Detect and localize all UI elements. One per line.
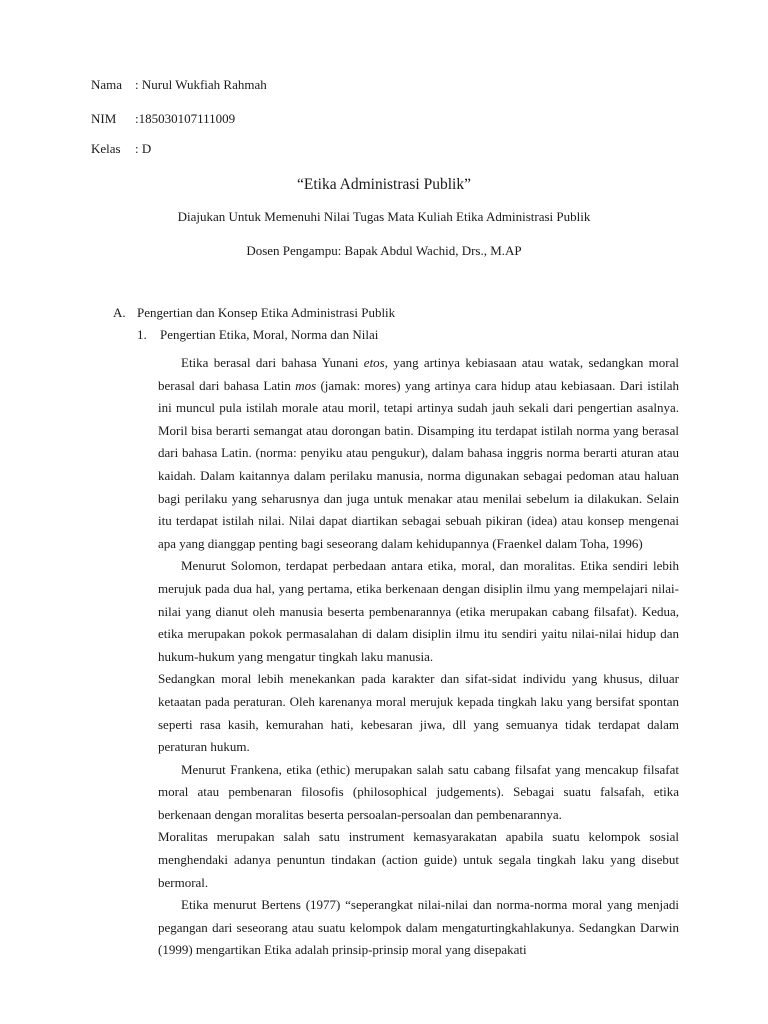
document-subtitle: Diajukan Untuk Memenuhi Nilai Tugas Mata Kuliah Etika Administrasi Publik — [177, 209, 591, 224]
nama-value: : Nurul Wukfiah Rahmah — [135, 77, 267, 92]
paragraph-1-part-a: Etika berasal dari bahasa Yunani — [181, 355, 364, 370]
section-a-heading — [113, 305, 395, 321]
paragraph-1-part-c: , yang artinya kebiasaan atau watak, sedangkan moral berasal dari bahasa Latin — [158, 355, 680, 393]
nim-value: :185030107111009 — [135, 111, 236, 126]
paragraph-3: Sedangkan moral lebih menekankan pada karakter dan sifat-sidat individu yang khusus, diluar ketaatan pada peraturan. Oleh karenanya moral merujuk kepada tingkah laku yang bersifat spontan seperti rasa kasih, kemurahan hati, kebesaran jiwa, dll yang semuanya tidak terdapat dalam peraturan hukum. — [158, 671, 679, 755]
subsection-1-title: Pengertian Etika, Moral, Norma dan Nilai — [160, 327, 379, 342]
kelas-label: Kelas — [91, 141, 121, 156]
paragraph-6: Etika menurut Bertens (1977) “seperangkat nilai-nilai dan norma-norma moral yang menjadi pegangan dari seseorang atau suatu kelompok dalam mengaturtingkahlakunya. Sedangkan Darwin (1999) mengartikan Etika adalah prinsip-prinsip moral yang disepakati — [158, 897, 679, 958]
section-a-title: Pengertian dan Konsep Etika Administrasi Publik — [137, 305, 396, 320]
subsection-1-marker: 1. — [137, 327, 147, 342]
paragraph-2: Menurut Solomon, terdapat perbedaan antara etika, moral, dan moralitas. Etika sendiri lebih merujuk pada dua hal, yang pertama, etika berkenaan dengan disiplin ilmu yang mempelajari nilai-nilai yang dianut oleh manusia beserta pembenarannya (etika merupakan cabang filsafat). Kedua, etika merupakan pokok permasalahan di dalam disiplin ilmu itu sendiri yaitu nilai-nilai hidup dan hukum-hukum yang mengatur tingkah laku manusia. — [158, 558, 679, 664]
nama-label: Nama — [91, 77, 123, 92]
nama-row — [91, 77, 267, 93]
term-mos: mos — [295, 377, 317, 393]
section-a-marker: A. — [113, 305, 126, 320]
paragraph-1 — [158, 352, 679, 555]
nim-row — [91, 111, 235, 127]
body-text — [158, 352, 679, 962]
document-title: “Etika Administrasi Publik” — [297, 176, 471, 193]
paragraph-5: Moralitas merupakan salah satu instrument kemasyarakatan apabila suatu kelompok sosial menghendaki adanya penuntun tindakan (action guide) untuk segala tingkah laku yang disebut bermoral. — [158, 829, 679, 890]
kelas-value: : D — [135, 141, 152, 156]
subsection-1-heading — [137, 327, 378, 343]
term-etos: etos — [363, 355, 385, 370]
paragraph-1-part-e: (jamak: mores) yang artinya cara hidup atau kebiasaan. Dari istilah ini muncul pula istilah morale atau moril, tetapi artinya sudah jauh sekali dari pengertian asalnya. Moril bisa berarti semangat atau dorongan batin. Disamping itu terdapat istilah norma yang berasal dari bahasa Latin. (norma: penyiku atau pengukur), dalam bahasa inggris norma berarti aturan atau kaidah. Dalam kaitannya dalam perilaku manusia, norma digunakan sebagai pedoman atau haluan bagi perilaku yang seharusnya dan juga untuk menakar atau menilai sebelum ia dilakukan. Selain itu terdapat istilah nilai. Nilai dapat diartikan sebagai sebuah pikiran (idea) atau konsep mengenai apa yang dianggap penting bagi seseorang dalam kehidupannya (Fraenkel dalam Toha, 1996) — [158, 377, 679, 551]
kelas-row — [91, 141, 151, 157]
nim-label: NIM — [91, 111, 117, 126]
paragraph-4: Menurut Frankena, etika (ethic) merupakan salah satu cabang filsafat yang mencakup filsafat moral atau pembenaran filosofis (philosophical judgements). Sebagai suatu falsafah, etika berkenaan dengan moralitas beserta persoalan-persoalan dan pembenarannya. — [158, 761, 679, 822]
lecturer-line: Dosen Pengampu: Bapak Abdul Wachid, Drs., M.AP — [246, 243, 522, 258]
